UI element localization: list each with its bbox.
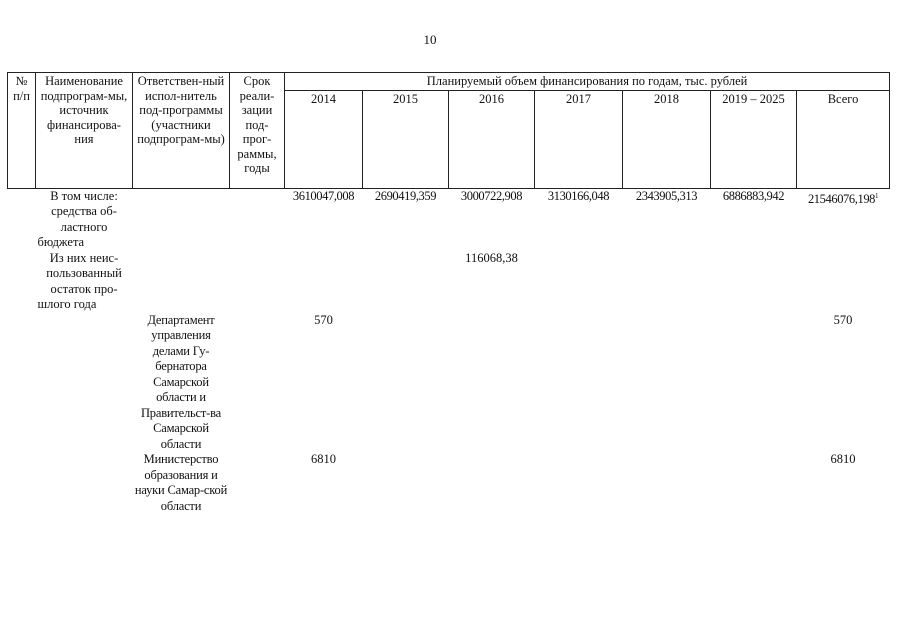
row-term-cell xyxy=(230,188,285,251)
row-number-cell xyxy=(8,188,36,251)
row-name-cell xyxy=(36,452,133,514)
value-2019-2025: 6886883,942 xyxy=(722,188,785,203)
value-2016 xyxy=(449,313,535,453)
value-2016 xyxy=(449,452,535,514)
value-2019-2025 xyxy=(711,313,797,453)
value-2014 xyxy=(285,251,363,313)
table-row xyxy=(8,251,890,313)
header-term: Срок реали-зации под-прог-раммы, годы xyxy=(230,73,285,189)
header-executor: Ответствен-ный испол-нитель под-программы (участники подпрограм-мы) xyxy=(133,73,230,189)
row-number-cell xyxy=(8,313,36,453)
value-2017 xyxy=(535,251,623,313)
value-2017 xyxy=(535,313,623,453)
page-number: 10 xyxy=(423,32,437,47)
table-row xyxy=(8,313,890,453)
value-total: 570 xyxy=(833,312,853,327)
header-year-2017: 2017 xyxy=(535,90,623,188)
value-2018 xyxy=(623,313,711,453)
row-number-cell xyxy=(8,452,36,514)
row-name-cell: Из них неис-пользованный остаток про-шлого года xyxy=(37,250,122,311)
header-year-2019-2025: 2019 – 2025 xyxy=(711,90,797,188)
value-2015 xyxy=(363,313,449,453)
row-term-cell xyxy=(230,251,285,313)
row-name-cell: В том числе: средства об-ластного бюджета xyxy=(37,188,118,249)
value-2015: 2690419,359 xyxy=(374,188,437,203)
row-executor-cell xyxy=(133,188,230,251)
value-2017 xyxy=(535,452,623,514)
row-term-cell xyxy=(230,452,285,514)
header-number: № п/п xyxy=(8,73,36,189)
total-value: 21546076,198 xyxy=(807,191,876,206)
value-2019-2025 xyxy=(711,452,797,514)
value-2017: 3130166,048 xyxy=(547,188,610,203)
row-number-cell xyxy=(8,251,36,313)
value-2018: 2343905,313 xyxy=(635,188,698,203)
value-2016: 3000722,908 xyxy=(460,188,523,203)
table-row xyxy=(8,188,890,251)
table-row xyxy=(8,452,890,514)
value-2016: 116068,38 xyxy=(465,250,518,265)
value-2014: 570 xyxy=(314,312,333,327)
value-total xyxy=(797,251,890,313)
value-total: 6810 xyxy=(830,452,856,466)
row-executor-cell: Департамент управления делами Гу-бернатора Самарской области и Правительст-ва Самарской области xyxy=(140,312,222,451)
header-total: Всего xyxy=(797,90,890,188)
value-total xyxy=(797,188,890,251)
row-term-cell xyxy=(230,313,285,453)
header-year-2015: 2015 xyxy=(363,90,449,188)
header-year-2014: 2014 xyxy=(285,90,363,188)
header-subprogram-name: Наименование подпрограм-мы, источник финансирова-ния xyxy=(36,73,133,189)
value-2014: 3610047,008 xyxy=(292,188,355,203)
value-2015 xyxy=(363,452,449,514)
header-planned-financing: Планируемый объем финансирования по годам, тыс. рублей xyxy=(285,73,890,91)
header-year-2018: 2018 xyxy=(623,90,711,188)
value-2014: 6810 xyxy=(311,452,336,466)
value-2018 xyxy=(623,251,711,313)
financing-table xyxy=(7,72,890,514)
footnote-mark: 1 xyxy=(875,191,879,200)
row-executor-cell: Министерство образования и науки Самар-ской области xyxy=(134,452,228,513)
value-2018 xyxy=(623,452,711,514)
header-year-2016: 2016 xyxy=(449,90,535,188)
value-2015 xyxy=(363,251,449,313)
value-2019-2025 xyxy=(711,251,797,313)
row-executor-cell xyxy=(133,251,230,313)
row-name-cell xyxy=(36,313,133,453)
